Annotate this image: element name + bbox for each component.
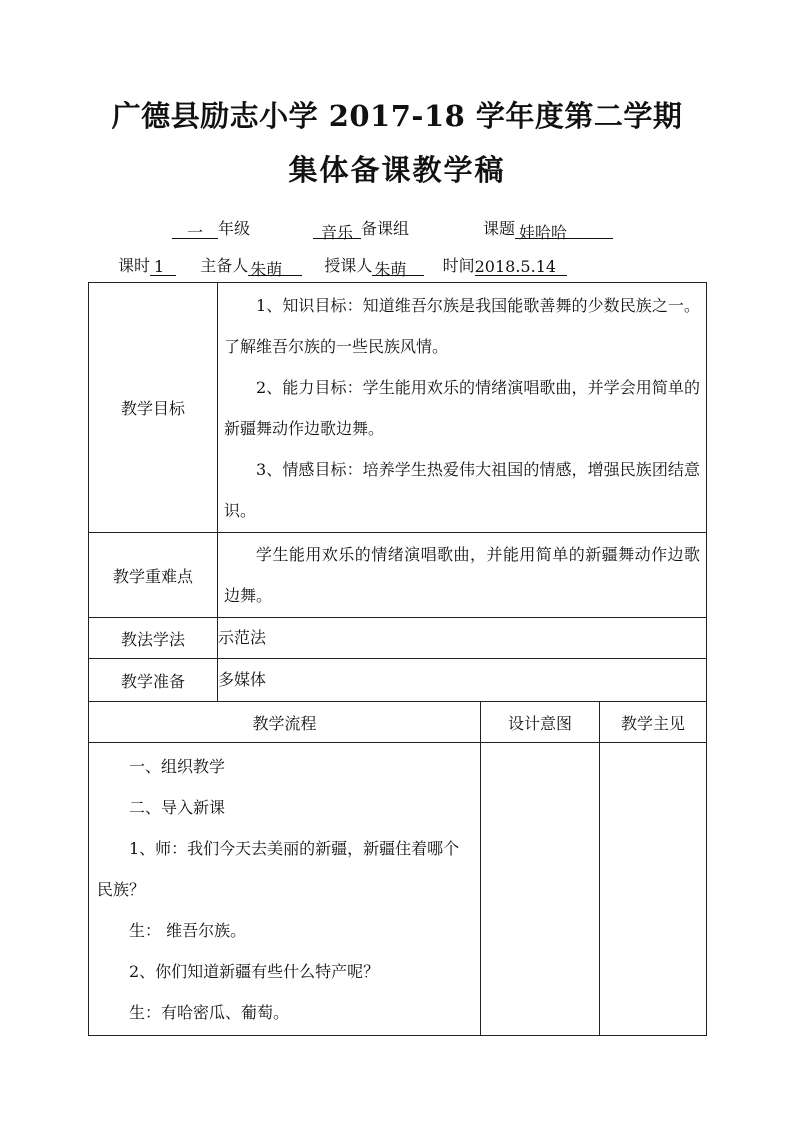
time-value: 2018.5.14: [475, 257, 567, 276]
teacher-label: 授课人: [324, 256, 373, 275]
topic-value: 娃哈哈: [515, 220, 613, 239]
group-line: [313, 216, 410, 242]
method-label: 教法学法: [89, 618, 218, 659]
time-label: 时间: [442, 256, 475, 275]
objective-emotion: 3、情感目标：培养学生热爱伟大祖国的情感，增强民族团结意识。: [224, 459, 700, 520]
process-step: 一、组织教学: [129, 757, 226, 776]
period-label: 课时: [118, 256, 151, 275]
topic-line: [483, 216, 613, 242]
grade-line: [172, 216, 251, 242]
lead-value: 朱萌: [248, 257, 302, 276]
process-step: 2、你们知道新疆有些什么特产呢？: [129, 962, 380, 981]
teacher-value: 朱萌: [372, 257, 424, 276]
group-value: 音乐: [313, 220, 361, 239]
document-subtitle: 集体备课教学稿: [288, 153, 506, 187]
process-step: 生： 维吾尔族。: [129, 921, 247, 940]
key-points-label: 教学重难点: [89, 533, 218, 618]
process-step: 1、师：我们今天去美丽的新疆，新疆住着哪个民族？: [97, 839, 460, 899]
design-header: 设计意图: [481, 702, 600, 743]
prep-value: 多媒体: [218, 659, 707, 702]
grade-label: 年级: [218, 219, 251, 238]
info-line: [118, 253, 567, 279]
prep-row: [89, 659, 707, 702]
objectives-row: [89, 283, 707, 533]
method-row: [89, 618, 707, 659]
process-header-row: [89, 702, 707, 743]
objective-ability: 2、能力目标：学生能用欢乐的情绪演唱歌曲，并学会用简单的新疆舞动作边歌边舞。: [224, 377, 700, 438]
design-cell: [481, 743, 600, 1036]
document-title: 广德县励志小学 2017-18 学年度第二学期: [111, 99, 683, 133]
prep-label: 教学准备: [89, 659, 218, 702]
key-points-text: 学生能用欢乐的情绪演唱歌曲，并能用简单的新疆舞动作边歌边舞。: [224, 545, 700, 605]
process-step: 生：有哈密瓜、葡萄。: [129, 1003, 290, 1022]
key-points-row: [89, 533, 707, 618]
objective-knowledge: 1、知识目标：知道维吾尔族是我国能歌善舞的少数民族之一。了解维吾尔族的一些民族风情。: [224, 295, 700, 356]
opinion-header: 教学主见: [600, 702, 707, 743]
topic-label: 课题: [483, 219, 516, 238]
process-row: [89, 743, 707, 1036]
opinion-cell: [600, 743, 707, 1036]
method-value: 示范法: [218, 618, 707, 659]
grade-value: 一: [172, 220, 218, 239]
lead-label: 主备人: [200, 256, 249, 275]
key-points-cell: [218, 533, 707, 618]
process-header: 教学流程: [89, 702, 481, 743]
period-value: 1: [150, 257, 176, 276]
group-label: 备课组: [361, 219, 410, 238]
lesson-plan-table: [88, 282, 707, 1036]
objectives-label: 教学目标: [89, 283, 218, 533]
process-cell: [89, 743, 481, 1036]
objectives-cell: [218, 283, 707, 533]
process-step: 二、导入新课: [129, 798, 226, 817]
